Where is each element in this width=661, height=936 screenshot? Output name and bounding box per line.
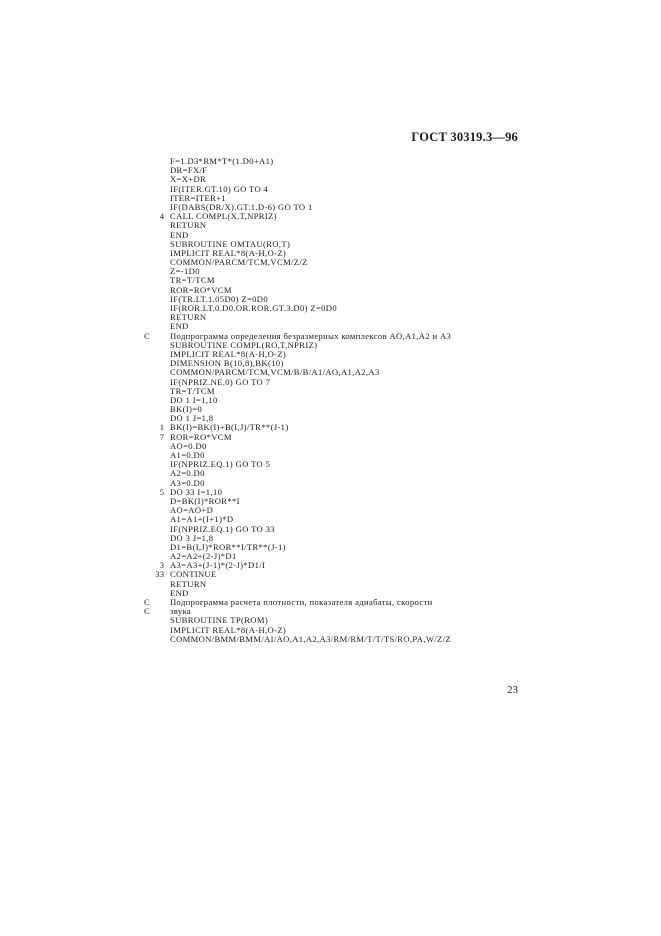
statement-text: IF(NPRIZ.EQ.1) GO TO 5 [170, 459, 271, 470]
statement-text: END [170, 321, 189, 332]
statement-text: F=1.D3*RM*T*(1.D0+A1) [170, 156, 274, 166]
statement-text: TR=T/TCM [170, 385, 215, 396]
comment-marker: C [144, 330, 150, 341]
code-line [140, 635, 540, 644]
comment-marker: C [144, 597, 150, 607]
statement-text: DO 3 J=1,8 [170, 532, 214, 543]
statement-text: RETURN [170, 578, 207, 589]
statement-text: DO 1 J=1,8 [170, 413, 214, 424]
statement-text: IMPLICIT REAL*8(A-H,O-Z) [170, 247, 287, 258]
statement-label: 1 [159, 422, 164, 433]
statement-label: 4 [159, 211, 164, 222]
statement-text: DR=FX/F [170, 165, 208, 176]
statement-text: IF(TR.LT.1.05D0) Z=0D0 [170, 293, 269, 304]
statement-text: DO 33 I=1,10 [170, 486, 223, 497]
statement-text: END [170, 229, 189, 240]
statement-text: CONTINUE [170, 569, 217, 580]
statement-text: BK(I)=0 [170, 404, 203, 415]
statement-text: D=BK(I)*ROR**I [170, 495, 240, 506]
statement-text: BK(I)=BK(I)+B(I,J)/TR**(J-1) [170, 422, 289, 433]
statement-text: RETURN [170, 312, 207, 323]
statement-text: IF(NPRIZ.NE.0) GO TO 7 [170, 376, 271, 387]
statement-text: SUBROUTINE TP(ROM) [170, 615, 269, 626]
comment-marker: C [144, 606, 150, 617]
statement-text: A3=0.D0 [170, 477, 205, 488]
statement-label: 3 [159, 560, 164, 571]
statement-text: IF(ROR.LT.0.D0.OR.ROR.GT.3.D0) Z=0D0 [170, 303, 337, 313]
statement-text: IMPLICIT REAL*8(A-H,O-Z) [170, 624, 287, 635]
statement-text: IF(ITER.GT.10) GO TO 4 [170, 183, 269, 194]
comment-text: Подпрограмма определения безразмерных комплексов AO,A1,A2 и A3 [170, 330, 452, 341]
statement-text: ROR=RO*VCM [170, 284, 232, 295]
statement-label: 33 [155, 569, 164, 580]
statement-text: ROR=RO*VCM [170, 431, 232, 442]
statement-text: COMMON/PARCM/TCM,VCM/Z/Z [170, 257, 308, 268]
comment-text: Подпрограмма расчета плотности, показателя адиабаты, скорости [170, 597, 433, 607]
statement-text: ITER=ITER+1 [170, 192, 227, 203]
statement-text: IF(DABS(DR/X).GT.1.D-6) GO TO 1 [170, 201, 313, 212]
code-line [140, 580, 540, 589]
code-line [140, 313, 540, 322]
statement-text: A2=A2+(2-J)*D1 [170, 551, 237, 562]
statement-text: DO 1 I=1,10 [170, 394, 218, 405]
statement-text: A2=0.D0 [170, 468, 205, 479]
statement-text: SUBROUTINE OMTAU(RO,T) [170, 238, 291, 249]
statement-text: COMMON/BMM/BMM/AI/AO,A1,A2,A3/RM/RM/T/T/TS/RO,PA,W/Z/Z [170, 633, 451, 644]
statement-text: IMPLICIT REAL*8(A-H,O-Z) [170, 348, 287, 359]
statement-text: DIMENSION B(10,8),BK(10) [170, 358, 284, 369]
statement-text: CALL COMPL(X,T,NPRIZ) [170, 211, 277, 222]
statement-text: A1=A1+(I+1)*D [170, 514, 234, 525]
statement-text: AO=AO+D [170, 505, 214, 516]
statement-text: END [170, 587, 189, 598]
document-code-header: ГОСТ 30319.3—96 [411, 130, 518, 144]
statement-text: D1=B(I,J)*ROR**I/TR**(J-1) [170, 541, 286, 552]
statement-text: X=X+DR [170, 174, 207, 185]
page-number: 23 [507, 684, 518, 696]
code-line [140, 221, 540, 230]
statement-text: A3=A3+(J-1)*(2-J)*D1/I [170, 560, 266, 571]
comment-line [140, 598, 540, 607]
statement-text: AO=0.D0 [170, 440, 207, 451]
statement-text: RETURN [170, 220, 207, 231]
statement-text: COMMON/PARCM/TCM,VCM/B/B/A1/AO,A1,A2,A3 [170, 367, 380, 378]
statement-text: TR=T/TCM [170, 275, 215, 286]
statement-text: SUBROUTINE COMPL(RO,T,NPRIZ) [170, 339, 318, 350]
fortran-code-listing [140, 157, 540, 644]
statement-text: IF(NPRIZ.EQ.1) GO TO 33 [170, 523, 275, 534]
statement-text: Z=-1D0 [170, 266, 200, 277]
comment-text: звука [170, 606, 192, 617]
statement-label: 5 [159, 486, 164, 497]
code-line [140, 258, 540, 267]
statement-label: 7 [159, 431, 164, 442]
statement-text: A1=0.D0 [170, 450, 205, 460]
